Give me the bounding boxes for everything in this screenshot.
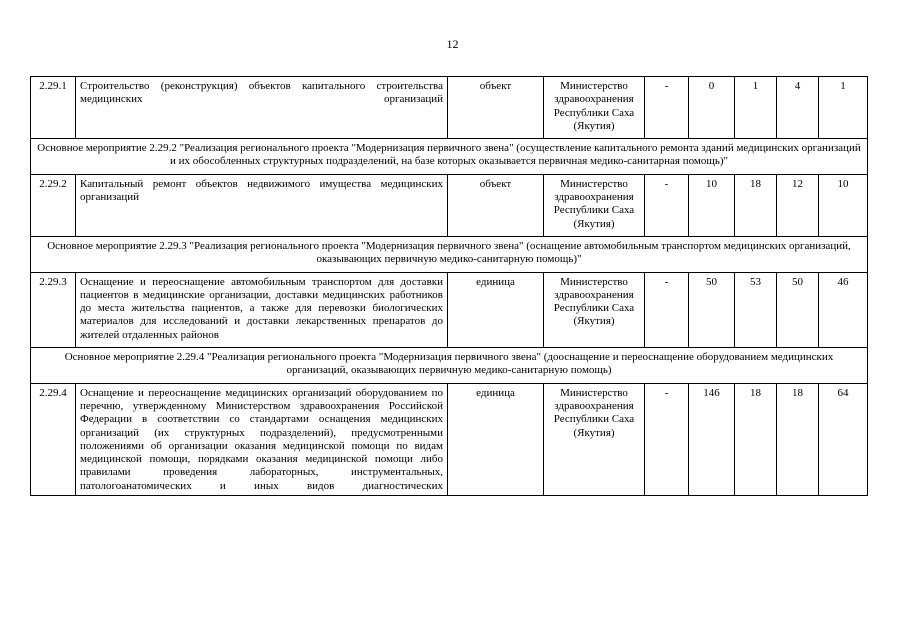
row-value-year-1: 0 bbox=[689, 77, 735, 139]
row-unit: единица bbox=[448, 272, 544, 347]
row-value-year-1: 146 bbox=[689, 383, 735, 495]
row-value-base: - bbox=[645, 272, 689, 347]
row-value-base: - bbox=[645, 383, 689, 495]
row-value-year-2: 18 bbox=[735, 383, 777, 495]
row-value-year-4: 64 bbox=[819, 383, 868, 495]
row-value-base: - bbox=[645, 77, 689, 139]
row-executor: Министерство здравоохранения Республики Саха (Якутия) bbox=[544, 77, 645, 139]
row-value-year-2: 1 bbox=[735, 77, 777, 139]
row-number: 2.29.3 bbox=[31, 272, 76, 347]
activity-heading: Основное мероприятие 2.29.3 "Реализация регионального проекта "Модернизация первичного звена" (оснащение автомобильным транспортом медицинских организаций, оказывающих первичную медико-санитарную помощь)" bbox=[31, 236, 868, 272]
table-row bbox=[31, 272, 868, 347]
row-number: 2.29.1 bbox=[31, 77, 76, 139]
row-name: Капитальный ремонт объектов недвижимого имущества медицинских организаций bbox=[76, 174, 448, 236]
activity-heading: Основное мероприятие 2.29.2 "Реализация регионального проекта "Модернизация первичного звена" (осуществление капитального ремонта зданий медицинских организаций и их обособленных структурных подразделений, на базе которых оказывается первичная медико-санитарная помощь)" bbox=[31, 139, 868, 175]
activity-row bbox=[31, 139, 868, 175]
row-value-year-4: 1 bbox=[819, 77, 868, 139]
table-row bbox=[31, 383, 868, 495]
row-unit: объект bbox=[448, 174, 544, 236]
table-row bbox=[31, 77, 868, 139]
row-name: Строительство (реконструкция) объектов капитального строительства медицинских организаций bbox=[76, 77, 448, 139]
row-value-year-1: 50 bbox=[689, 272, 735, 347]
row-unit: объект bbox=[448, 77, 544, 139]
row-value-year-3: 50 bbox=[777, 272, 819, 347]
row-unit: единица bbox=[448, 383, 544, 495]
row-number: 2.29.4 bbox=[31, 383, 76, 495]
row-value-year-3: 18 bbox=[777, 383, 819, 495]
row-value-year-4: 10 bbox=[819, 174, 868, 236]
row-name: Оснащение и переоснащение медицинских организаций оборудованием по перечню, утвержденному Министерством здравоохранения Российской Федерации в соответствии со стандартами оснащения медицинских организаций (их структурных подразделений), предусмотренными положениями об организации оказания медицинской помощи по видам медицинской помощи, порядками оказания медицинской помощи либо правилами проведения лабораторных, инструментальных, патологоанатомических и иных видов диагностических bbox=[76, 383, 448, 495]
row-value-year-3: 12 bbox=[777, 174, 819, 236]
row-executor: Министерство здравоохранения Республики Саха (Якутия) bbox=[544, 383, 645, 495]
row-value-year-4: 46 bbox=[819, 272, 868, 347]
row-value-year-2: 53 bbox=[735, 272, 777, 347]
activity-heading: Основное мероприятие 2.29.4 "Реализация регионального проекта "Модернизация первичного звена" (дооснащение и переоснащение оборудованием медицинских организаций, оказывающих первичную медико-санитарную помощь) bbox=[31, 348, 868, 384]
row-value-year-2: 18 bbox=[735, 174, 777, 236]
row-name: Оснащение и переоснащение автомобильным транспортом для доставки пациентов в медицинские организации, доставки медицинских работников до места жительства пациентов, а также для перевозки биологических материалов для исследований и доставки лекарственных препаратов до жителей отдаленных районов bbox=[76, 272, 448, 347]
row-value-base: - bbox=[645, 174, 689, 236]
table-row bbox=[31, 174, 868, 236]
page-number: 12 bbox=[446, 37, 459, 51]
row-value-year-3: 4 bbox=[777, 77, 819, 139]
indicators-table bbox=[30, 76, 868, 496]
row-executor: Министерство здравоохранения Республики Саха (Якутия) bbox=[544, 272, 645, 347]
row-number: 2.29.2 bbox=[31, 174, 76, 236]
activity-row bbox=[31, 236, 868, 272]
row-value-year-1: 10 bbox=[689, 174, 735, 236]
row-executor: Министерство здравоохранения Республики Саха (Якутия) bbox=[544, 174, 645, 236]
activity-row bbox=[31, 348, 868, 384]
